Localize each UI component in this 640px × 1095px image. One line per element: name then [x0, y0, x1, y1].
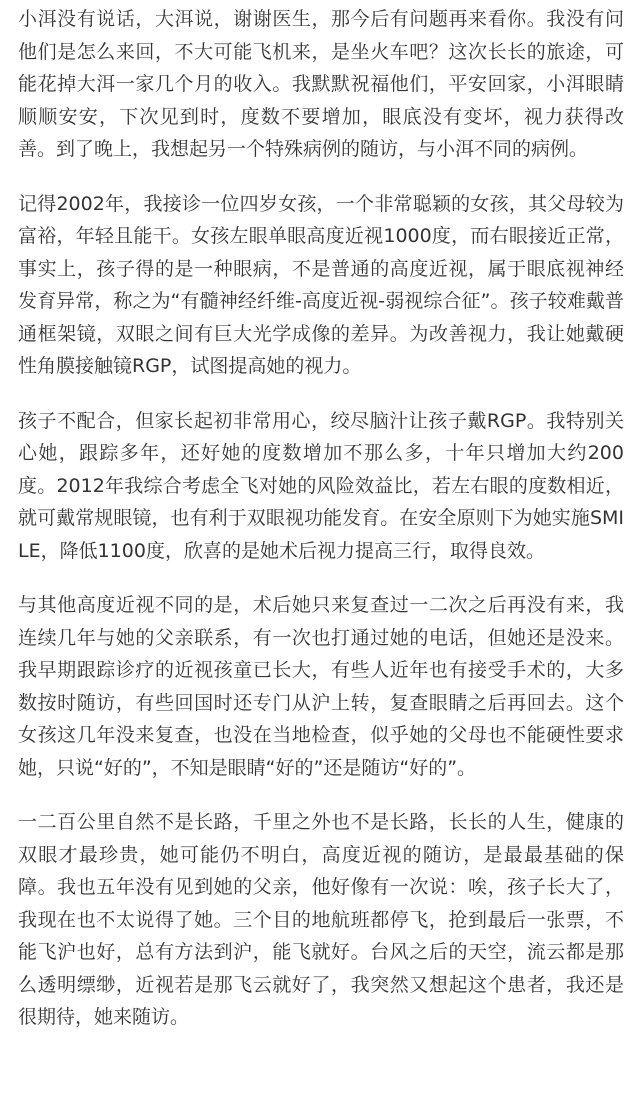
paragraph: 一二百公里自然不是长路，千里之外也不是长路，长长的人生，健康的双眼才最珍贵，她可能仍不明白，高度近视的随访，是最最基础的保障。我也五年没有见到她的父亲，他好像有一次说：唉，孩子长大了，我现在也不太说得了她。三个目的地航班都停飞，抢到最后一张票，不能飞沪也好，总有方法到沪，能飞就好。台风之后的天空，流云都是那么透明缥缈，近视若是那飞云就好了，我突然又想起这个患者，我还是很期待，她来随访。 — [18, 811, 624, 1028]
paragraph: 孩子不配合，但家长起初非常用心，绞尽脑汁让孩子戴RGP。我特别关心她，跟踪多年，还好她的度数增加不那么多，十年只增加大约200度。2012年我综合考虑全飞对她的风险效益比，若左右眼的度数相近，就可戴常规眼镜，也有利于双眼视功能发育。在安全原则下为她实施SMILE，降低1100度，欣喜的是她术后视力提高三行，取得良效。 — [18, 409, 624, 562]
paragraph: 小洱没有说话，大洱说，谢谢医生，那今后有问题再来看你。我没有问他们是怎么来回，不大可能飞机来，是坐火车吧？这次长长的旅途，可能花掉大洱一家几个月的收入。我默默祝福他们，平安回家，小洱眼睛顺顺安安，下次见到时，度数不要增加，眼底没有变坏，视力获得改善。到了晚上，我想起另一个特殊病例的随访，与小洱不同的病例。 — [18, 8, 624, 160]
paragraph: 与其他高度近视不同的是，术后她只来复查过一二次之后再没有来，我连续几年与她的父亲联系，有一次也打通过她的电话，但她还是没来。我早期跟踪诊疗的近视孩童已长大，有些人近年也有接受手术的，大多数按时随访，有些回国时还专门从沪上转，复查眼睛之后再回去。这个女孩这几年没来复查，也没在当地检查，似乎她的父母也不能硬性要求她，只说“好的”，不知是眼睛“好的”还是随访“好的”。 — [18, 594, 624, 779]
paragraph: 记得2002年，我接诊一位四岁女孩，一个非常聪颖的女孩，其父母较为富裕，年轻且能干。女孩左眼单眼高度近视1000度，而右眼接近正常，事实上，孩子得的是一种眼病，不是普通的高度近视，属于眼底视神经发育异常，称之为“有髓神经纤维-高度近视-弱视综合征”。孩子较难戴普通框架镜，双眼之间有巨大光学成像的差异。为改善视力，我让她戴硬性角膜接触镜RGP，试图提高她的视力。 — [18, 192, 624, 377]
